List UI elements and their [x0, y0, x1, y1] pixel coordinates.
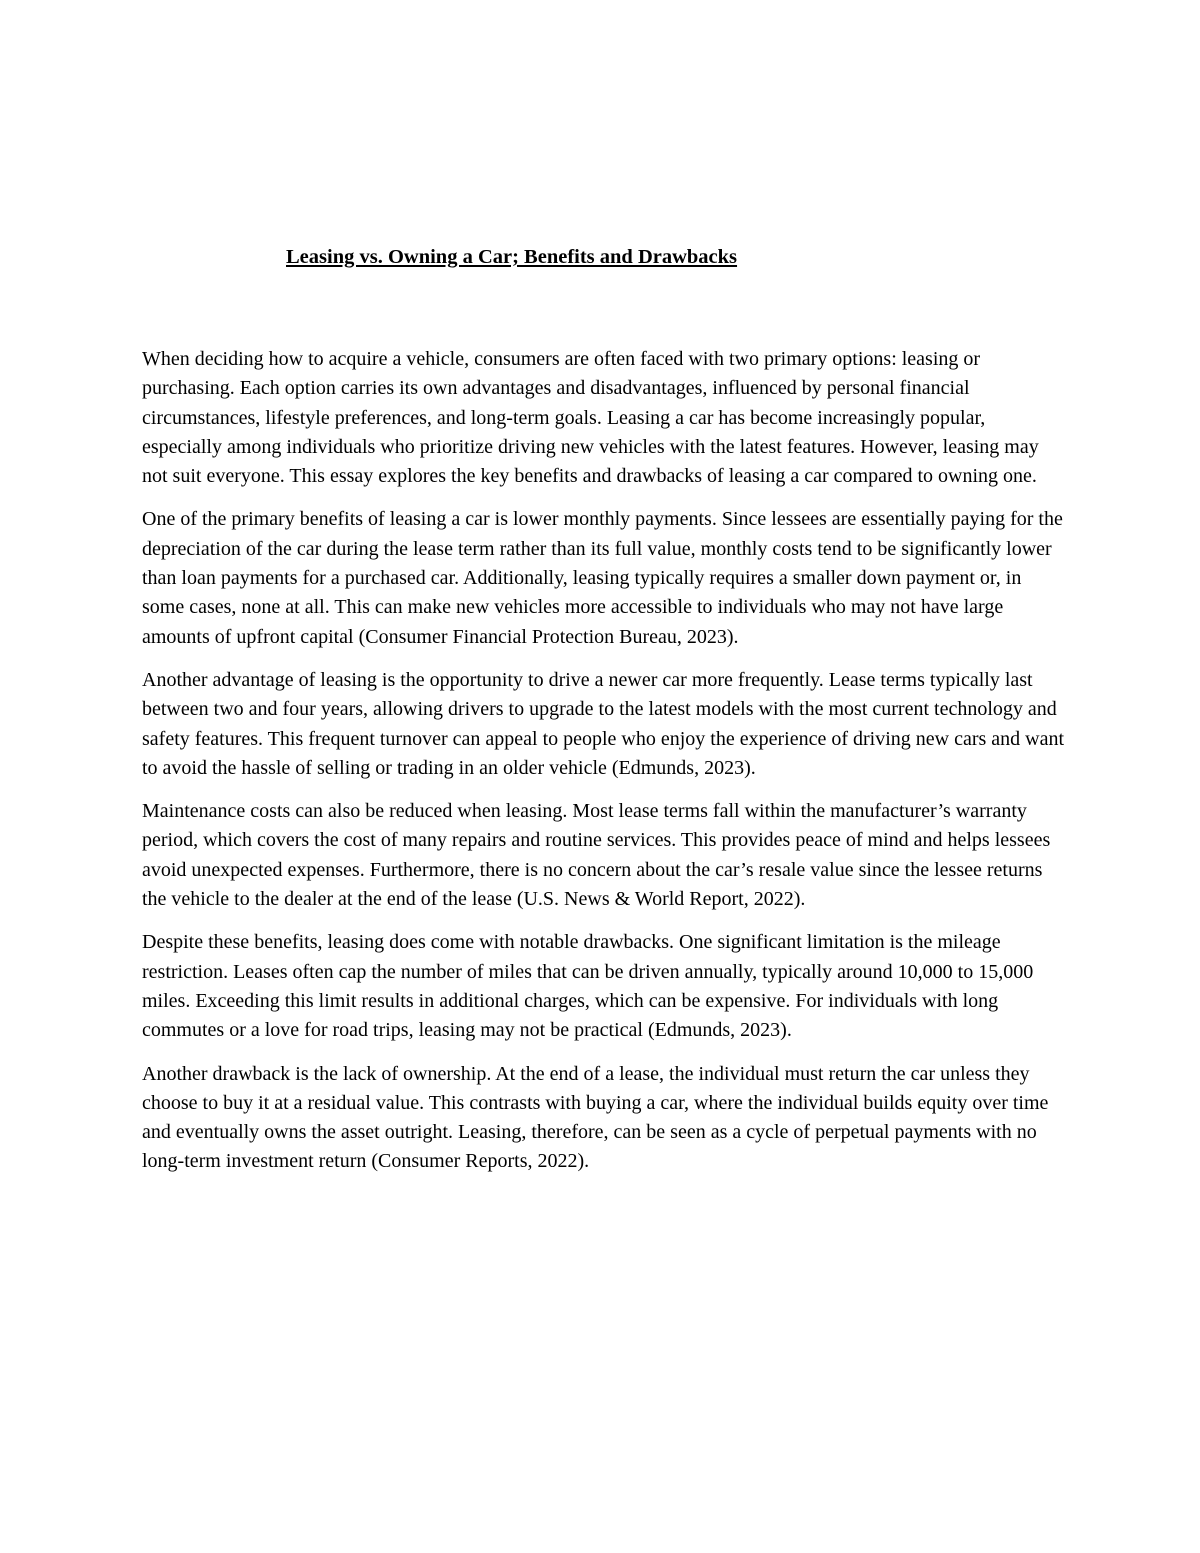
paragraph-intro: When deciding how to acquire a vehicle, consumers are often faced with two primary options: leasing or purchasing. Each option carries its own advantages and disadvantages, influenced by personal financial circumstances, lifestyle preferences, and long-term goals. Leasing a car has become increasingly popular, especially among individuals who prioritize driving new vehicles with the latest features. However, leasing may not suit everyone. This essay explores the key benefits and drawbacks of leasing a car compared to owning one. — [142, 348, 1039, 488]
paragraph-lower-payments: One of the primary benefits of leasing a car is lower monthly payments. Since lessees are essentially paying for the depreciation of the car during the lease term rather than its full value, monthly costs tend to be significantly lower than loan payments for a purchased car. Additionally, leasing typically requires a smaller down payment or, in some cases, none at all. This can make new vehicles more accessible to individuals who may not have large amounts of upfront capital (Consumer Financial Protection Bureau, 2023). — [142, 508, 1063, 648]
paragraph-ownership-drawback: Another drawback is the lack of ownership. At the end of a lease, the individual must return the car unless they choose to buy it at a residual value. This contrasts with buying a car, where the individual builds equity over time and eventually owns the asset outright. Leasing, therefore, can be seen as a cycle of perpetual payments with no long-term investment return (Consumer Reports, 2022). — [142, 1062, 1049, 1173]
document-body — [142, 243, 1067, 1191]
paragraph-mileage-drawback: Despite these benefits, leasing does come with notable drawbacks. One significant limitation is the mileage restriction. Leases often cap the number of miles that can be driven annually, typically around 10,000 to 15,000 miles. Exceeding this limit results in additional charges, which can be expensive. For individuals with long commutes or a love for road trips, leasing may not be practical (Edmunds, 2023). — [142, 931, 1034, 1042]
document-title: Leasing vs. Owning a Car; Benefits and Drawbacks — [286, 246, 738, 268]
paragraph-newer-car: Another advantage of leasing is the opportunity to drive a newer car more frequently. Lease terms typically last between two and four years, allowing drivers to upgrade to the latest models with the most current technology and safety features. This frequent turnover can appeal to people who enjoy the experience of driving new cars and want to avoid the hassle of selling or trading in an older vehicle (Edmunds, 2023). — [142, 668, 1065, 779]
paragraph-maintenance: Maintenance costs can also be reduced when leasing. Most lease terms fall within the manufacturer’s warranty period, which covers the cost of many repairs and routine services. This provides peace of mind and helps lessees avoid unexpected expenses. Furthermore, there is no concern about the car’s resale value since the lessee returns the vehicle to the dealer at the end of the lease (U.S. News & World Report, 2022). — [142, 800, 1051, 911]
